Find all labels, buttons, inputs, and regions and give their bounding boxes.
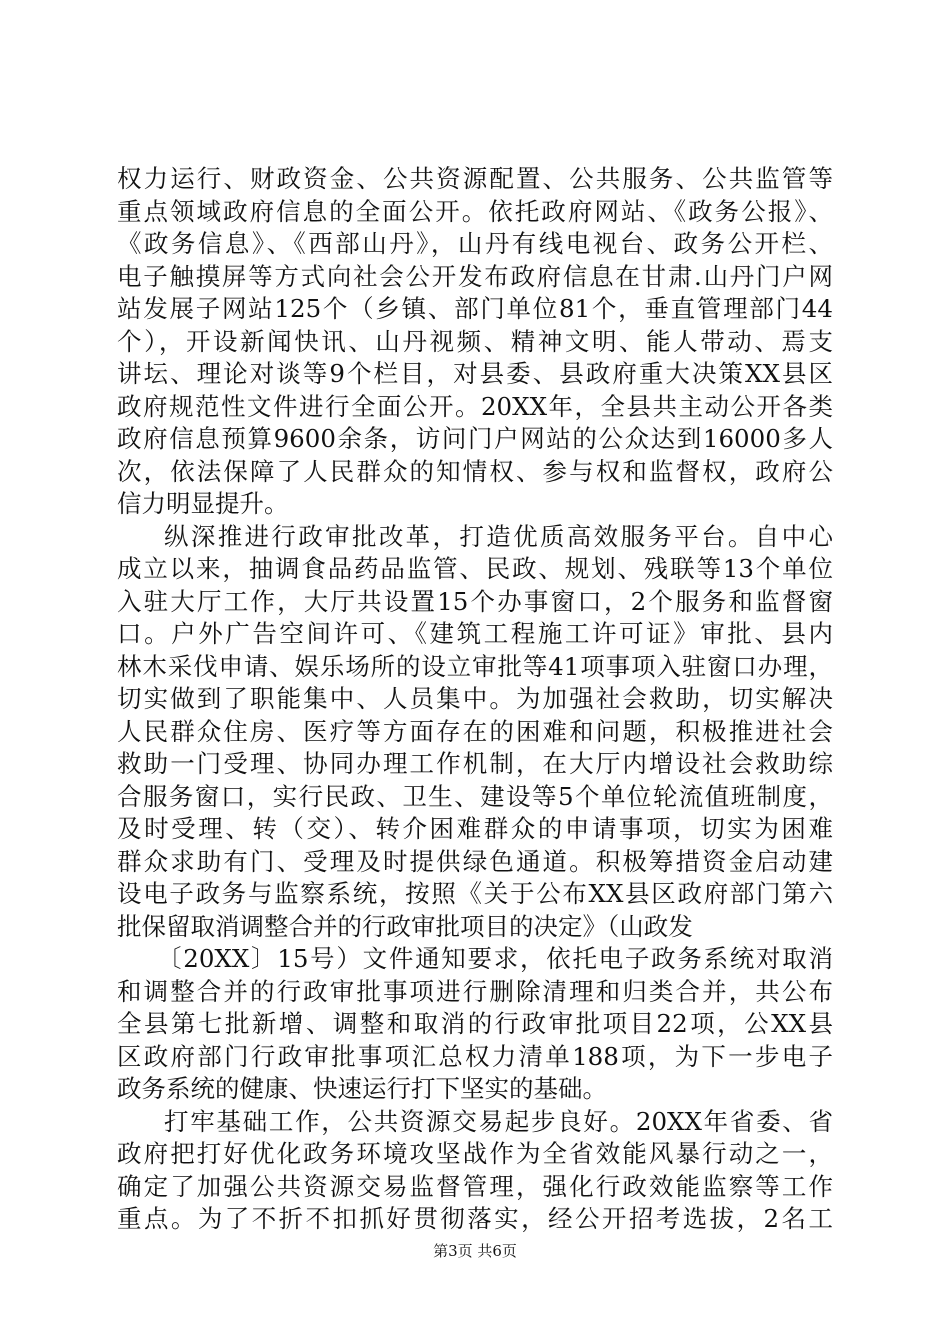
text-line: 救助一门受理、协同办理工作机制，在大厅内增设社会救助综 xyxy=(117,749,833,778)
text-line: 口。户外广告空间许可、《建筑工程施工许可证》审批、县内 xyxy=(117,619,833,648)
text-line: 及时受理、转（交）、转介困难群众的申请事项，切实为困难 xyxy=(117,814,833,843)
text-line: 站发展子网站125个（乡镇、部门单位81个，垂直管理部门44 xyxy=(117,294,833,323)
text-line: 成立以来，抽调食品药品监管、民政、规划、残联等13个单位 xyxy=(117,554,833,583)
text-line: 批保留取消调整合并的行政审批项目的决定》（山政发 xyxy=(117,911,693,941)
text-line: 入驻大厅工作，大厅共设置15个办事窗口，2个服务和监督窗 xyxy=(117,586,833,616)
text-line: 重点领域政府信息的全面公开。依托政府网站、《政务公报》、 xyxy=(117,196,833,226)
text-line: 合服务窗口，实行民政、卫生、建设等5个单位轮流值班制度， xyxy=(117,781,833,811)
body-text xyxy=(117,163,833,1236)
text-line: 政务系统的健康、快速运行打下坚实的基础。 xyxy=(117,1074,607,1103)
text-line: 设电子政务与监察系统，按照《关于公布XX县区政府部门第六 xyxy=(117,879,833,908)
paragraph-start-line: 纵深推进行政审批改革，打造优质高效服务平台。自中心 xyxy=(164,521,833,551)
text-line: 讲坛、理论对谈等9个栏目，对县委、县政府重大决策XX县区 xyxy=(117,359,833,388)
paragraph-start-line: 〔20XX〕15号）文件通知要求，依托电子政务系统对取消 xyxy=(157,944,833,973)
text-line: 电子触摸屏等方式向社会公开发布政府信息在甘肃.山丹门户网 xyxy=(117,261,833,291)
page-number-footer: 第3页 共6页 xyxy=(433,1242,517,1260)
text-line: 政府信息预算9600余条，访问门户网站的公众达到16000多人 xyxy=(117,424,833,453)
text-line: 信力明显提升。 xyxy=(117,489,289,518)
text-line: 确定了加强公共资源交易监督管理，强化行政效能监察等工作 xyxy=(117,1171,833,1201)
text-line: 《政务信息》、《西部山丹》，山丹有线电视台、政务公开栏、 xyxy=(117,229,833,258)
text-line: 切实做到了职能集中、人员集中。为加强社会救助，切实解决 xyxy=(117,684,833,713)
text-line: 人民群众住房、医疗等方面存在的困难和问题，积极推进社会 xyxy=(117,716,833,746)
text-line: 全县第七批新增、调整和取消的行政审批项目22项，公XX县 xyxy=(117,1009,833,1038)
text-line: 权力运行、财政资金、公共资源配置、公共服务、公共监管等 xyxy=(117,164,833,193)
text-line: 重点。为了不折不扣抓好贯彻落实，经公开招考选拔，2名工 xyxy=(117,1204,833,1233)
text-line: 林木采伐申请、娱乐场所的设立审批等41项事项入驻窗口办理， xyxy=(117,651,833,681)
text-line: 政府规范性文件进行全面公开。20XX年，全县共主动公开各类 xyxy=(117,391,833,421)
text-line: 政府把打好优化政务环境攻坚战作为全省效能风暴行动之一， xyxy=(117,1139,833,1168)
text-line: 个），开设新闻快讯、山丹视频、精神文明、能人带动、焉支 xyxy=(117,326,833,356)
text-line: 次，依法保障了人民群众的知情权、参与权和监督权，政府公 xyxy=(117,456,833,486)
paragraph-start-line: 打牢基础工作，公共资源交易起步良好。20XX年省委、省 xyxy=(164,1106,833,1136)
text-line: 和调整合并的行政审批事项进行删除清理和归类合并，共公布 xyxy=(117,976,833,1006)
text-line: 群众求助有门、受理及时提供绿色通道。积极筹措资金启动建 xyxy=(117,846,833,876)
text-line: 区政府部门行政审批事项汇总权力清单188项，为下一步电子 xyxy=(117,1041,833,1071)
